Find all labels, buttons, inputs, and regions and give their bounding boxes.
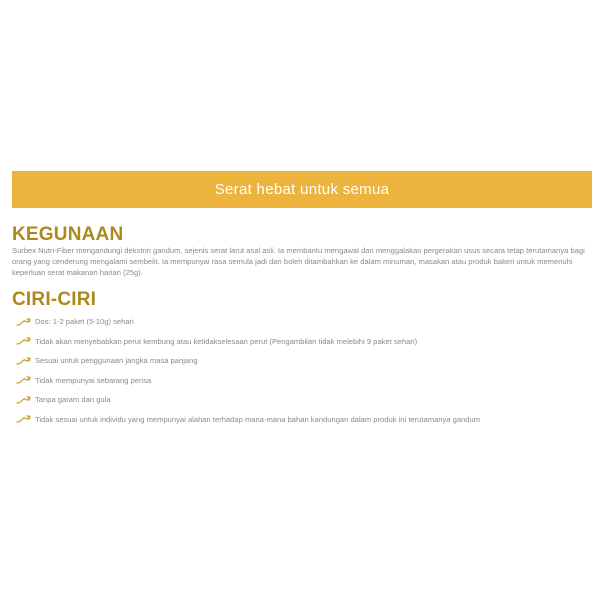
feature-text: Tidak akan menyebabkan perut kembung atau ketidakselesaan perut (Pengambilan tidak melebihi 9 paket sehari)	[35, 336, 418, 346]
features-list	[16, 312, 586, 429]
list-item	[16, 371, 586, 391]
list-item	[16, 410, 586, 430]
banner	[12, 171, 592, 208]
feature-text: Sesuai untuk penggunaan jangka masa panjang	[35, 356, 198, 366]
arrow-bullet-icon	[16, 414, 32, 424]
kegunaan-description: Surbex Nutri-Fiber mengandungi dekstrin gandum, sejenis serat larut asal asli. Ia membantu mengawal dan menggalakan pergerakan usus secara tetap terutamanya bagi orang yang cenderung mengalami sembelit. Ia mempunyai rasa semula jadi dan boleh ditambahkan ke dalam minuman, masakan atau produk bakeri untuk memenuhi keperluan serat makanan harian (25g).	[12, 246, 585, 277]
feature-text: Tidak mempunyai sebarang perisa	[35, 375, 152, 385]
arrow-bullet-icon	[16, 375, 32, 385]
list-item	[16, 390, 586, 410]
arrow-bullet-icon	[16, 395, 32, 405]
feature-text: Tidak sesuai untuk individu yang mempunyai alahan terhadap mana-mana bahan kandungan dalam produk ini terutamanya gandum	[35, 414, 481, 424]
section-title-ciri-ciri: CIRI-CIRI	[12, 289, 97, 310]
list-item	[16, 351, 586, 371]
section-title-kegunaan: KEGUNAAN	[12, 224, 124, 245]
arrow-bullet-icon	[16, 356, 32, 366]
list-item	[16, 332, 586, 352]
feature-text: Dos: 1-2 paket (5-10g) sehari	[35, 317, 134, 327]
list-item	[16, 312, 586, 332]
feature-text: Tanpa garam dan gula	[35, 395, 111, 405]
arrow-bullet-icon	[16, 336, 32, 346]
banner-text: Serat hebat untuk semua	[214, 181, 390, 198]
arrow-bullet-icon	[16, 317, 32, 327]
